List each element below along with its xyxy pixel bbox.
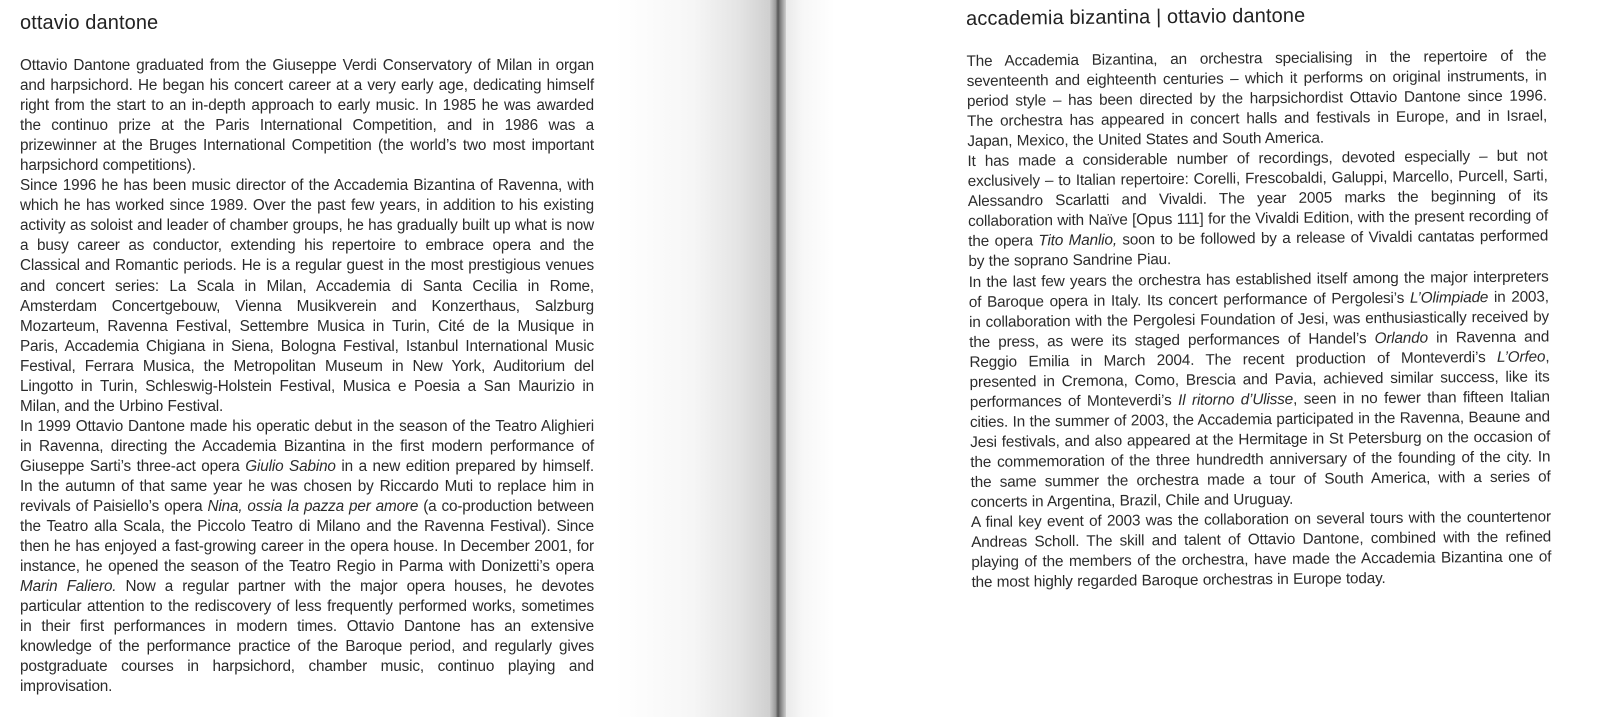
text-segment: It has made a considerable number of recordings, devoted especially – but not exclusively – to Italian repertoire: Corelli, Frescobaldi, Galuppi, Marcello, Purcell, Sarti, Alessandro Scarlatti and Vivaldi. The year 2005 marks the beginning of its collaboration with Naïve [Opus 111] for the Vivaldi Edition, with the present recording of the opera [967, 147, 1549, 251]
text-segment: Ottavio Dantone graduated from the Giuseppe Verdi Conservatory of Milan in organ and harpsichord. He began his concert career at a very early age, dedicating himself right from the start to an in-depth approach to early music. In 1985 he was awarded the continuo prize at the Paris International Competition, and in 1986 was a prizewinner at the Bruges International Competition (the world’s two most important harpsichord competitions). [20, 57, 594, 175]
italic-title: Tito Manlio, [1038, 231, 1117, 250]
paragraph [20, 56, 594, 176]
italic-title: Marin Faliero. [20, 578, 117, 596]
text-segment: Now a regular partner with the major opera houses, he devotes particular attention to the rediscovery of less frequently performed works, sometimes in their first performances in modern times. Ottavio Dantone has an extensive knowledge of the performance practice of the Baroque period, and regularly gives postgraduate courses in harpsichord, chamber music, continuo playing and improvisation. [20, 578, 594, 696]
right-page-heading: accademia bizantina | ottavio dantone [966, 4, 1306, 30]
left-page-heading: ottavio dantone [20, 12, 159, 34]
paragraph [967, 147, 1548, 273]
text-segment: in Ravenna and Reggio Emilia in March 2004. The recent production of Monteverdi’s [969, 328, 1550, 371]
text-segment: in a new edition prepared by himself. In the autumn of that same year he was chosen by Riccardo Muti to replace him in revivals of Paisiello’s opera [20, 457, 594, 516]
text-segment: soon to be followed by a release of Vivaldi cantatas performed by the soprano Sandrine Piau. [968, 227, 1549, 271]
right-page-column [966, 0, 1552, 593]
book-spine [770, 0, 786, 717]
left-page-column [20, 10, 594, 698]
paragraph [966, 46, 1547, 152]
text-segment: in 2003, in collaboration with the Pergolesi Foundation of Jesi, was enthusiastically received by the press, as were its staged performances of Handel’s [968, 287, 1550, 351]
left-page-body [20, 56, 594, 698]
italic-title: Il ritorno d’Ulisse [1178, 390, 1294, 409]
text-segment: A final key event of 2003 was the collaboration on several tours with the countertenor Andreas Scholl. The skill and talent of Ottavio Dantone, combined with the refined playing of the members of the orchestra, have made the Accademia Bizantina one of the most highly regarded Baroque orchestras in Europe today. [970, 508, 1552, 592]
text-segment: The Accademia Bizantina, an orchestra specialising in the repertoire of the seventeenth and eighteenth centuries – which it performs on original instruments, in period style – has been directed by the harpsichordist Ottavio Dantone since 1996. The orchestra has appeared in concert halls and festivals in Europe, and in Israel, Japan, Mexico, the United States and South America. [966, 47, 1548, 151]
text-segment: In 1999 Ottavio Dantone made his operatic debut in the season of the Teatro Alighieri in Ravenna, directing the Accademia Bizantina in the first modern performance of Giuseppe Sarti’s three-act opera [20, 417, 594, 475]
italic-title: L’Orfeo [1496, 348, 1546, 366]
text-segment: In the last few years the orchestra has established itself among the major interpreters of Baroque opera in Italy. Its concert performance of Pergolesi’s [968, 267, 1549, 311]
paragraph [20, 176, 594, 417]
text-segment: (a co-production between the Teatro alla Scala, the Piccolo Teatro di Milano and the Ravenna Festival). Since then he has enjoyed a fast-growing career in the opera house. In December 2001, for instance, he opened the season of the Teatro Regio in Parma with Donizetti’s opera [20, 498, 594, 576]
paragraph [971, 507, 1552, 593]
italic-title: Giulio Sabino [245, 457, 336, 475]
text-segment: , seen in no fewer than fifteen Italian cities. In the summer of 2003, the Accademia participated in the Ravenna, Beaune and Jesi festivals, and also appeared at the Hermitage in St Petersburg on the occasion of the commemoration of the three hundredth anniversary of the founding of the city. In the same summer the orchestra made a tour of South America, with a series of concerts in Argentina, Brazil, Chile and Uruguay. [969, 388, 1551, 512]
text-segment: Since 1996 he has been music director of the Accademia Bizantina of Ravenna, with which he has worked since 1989. Over the past few years, in addition to his existing activity as soloist and leader of chamber groups, he has gradually built up what is now a busy career as conductor, extending his repertoire to embrace opera and the Classical and Romantic periods. He is a regular guest in the most prestigious venues and concert series: La Scala in Milan, Accademia di Santa Cecilia in Rome, Amsterdam Concertgebouw, Vienna Musikverein and Konzerthaus, Salzburg Mozarteum, Ravenna Festival, Settembre Musica in Turin, Cité de la Musique in Paris, Accademia Chigiana in Siena, Bologna Festival, Istanbul International Music Festival, Ferrara Musica, the Metropolitan Museum in New York, Auditorium del Lingotto in Turin, Schleswig-Holstein Festival, Musica e Poesia a San Maurizio in Milan, and the Urbino Festival. [20, 177, 594, 415]
italic-title: L’Olimpiade [1409, 288, 1489, 307]
italic-title: Orlando [1374, 329, 1429, 347]
text-segment: , presented in Cremona, Como, Brescia and Pavia, achieved similar success, like its performances of Monteverdi’s [969, 348, 1550, 411]
paragraph [20, 417, 594, 698]
right-page-body [966, 46, 1551, 593]
paragraph [969, 267, 1551, 513]
italic-title: Nina, ossia la pazza per amore [207, 498, 419, 516]
